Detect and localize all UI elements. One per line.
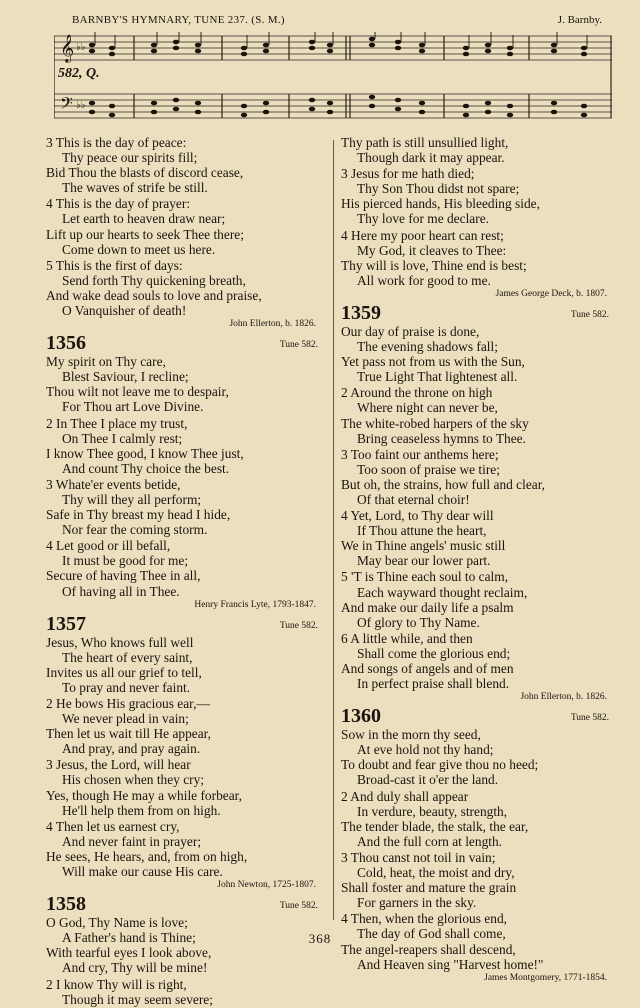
verse-line: O God, Thy Name is love;	[46, 915, 188, 931]
hymn-block	[46, 893, 324, 1007]
svg-text:𝄢: 𝄢	[60, 93, 73, 117]
verse-line: But oh, the strains, how full and clear,	[341, 476, 545, 492]
verse-line: 3 This is the day of peace:	[46, 135, 187, 150]
verse-line: Cold, heat, the moist and dry,	[357, 865, 515, 881]
verse-line: If Thou attune the heart,	[357, 523, 487, 539]
verse-line: Jesus, Who knows full well	[46, 634, 194, 650]
hymn-header	[341, 705, 615, 727]
music-score	[54, 32, 614, 134]
hymn-number: 1357	[46, 612, 86, 635]
verse-line: Safe in Thy breast my head I hide,	[46, 507, 231, 523]
verse-line: Come down to meet us here.	[62, 241, 216, 257]
verse-line: Lift up our hearts to seek Thee there;	[46, 226, 244, 242]
stanza	[341, 228, 615, 288]
hymn-number: 1358	[46, 893, 86, 916]
verse-line: O Vanquisher of death!	[62, 303, 187, 319]
stanza	[46, 354, 324, 414]
page-header	[72, 14, 602, 30]
verse-line: Of having all in Thee.	[62, 583, 180, 599]
author-credit: John Ellerton, b. 1826.	[520, 692, 607, 703]
verse-line: His chosen when they cry;	[62, 772, 205, 788]
page-number: 368	[308, 931, 332, 946]
verse-line: Of that eternal choir!	[357, 491, 470, 507]
verse-line: Thy path is still unsullied light,	[341, 135, 509, 150]
stanza	[341, 447, 615, 507]
verse-line: And pray, and pray again.	[62, 741, 201, 757]
hymn-header	[341, 302, 615, 324]
stanza	[341, 569, 615, 629]
verse-line: Where night can never be,	[357, 400, 498, 416]
verse-line: My spirit on Thy care,	[46, 354, 166, 370]
verse-line: Yet pass not from us with the Sun,	[341, 354, 525, 370]
verse-line: Thou wilt not leave me to despair,	[46, 384, 229, 400]
hymnary-title: BARNBY'S HYMNARY, TUNE 237. (S. M.)	[72, 14, 285, 26]
verse-line: 3 Jesus for me hath died;	[341, 166, 475, 182]
stanza	[341, 850, 615, 910]
hymn-header	[46, 893, 324, 915]
hymn-number: 1356	[46, 332, 86, 355]
verse-line: And the full corn at length.	[357, 833, 503, 849]
svg-text:♭♭: ♭♭	[76, 42, 86, 53]
stanza	[341, 631, 615, 691]
verse-line: Bring ceaseless hymns to Thee.	[357, 430, 526, 446]
author-credit: James Montgomery, 1771-1854.	[484, 972, 607, 983]
stanza	[341, 324, 615, 384]
verse-line: Thy will is love, Thine end is best;	[341, 257, 527, 273]
verse-line: 2 And duly shall appear	[341, 788, 469, 804]
verse-line: He sees, He hears, and, from on high,	[46, 848, 248, 864]
verse-line: 3 Jesus, the Lord, will hear	[46, 757, 191, 773]
author-credit: James George Deck, b. 1807.	[495, 288, 607, 299]
stanza	[341, 789, 615, 849]
stanza	[46, 258, 324, 318]
hymn-header	[46, 332, 324, 354]
verse-line: Though it may seem severe;	[62, 991, 213, 1007]
hymn-block	[46, 332, 324, 611]
verse-line: Shall come the glorious end;	[357, 645, 511, 661]
author-credit: John Ellerton, b. 1826.	[229, 319, 316, 330]
verse-line: 4 Let good or ill befall,	[46, 538, 171, 554]
verse-line: The waves of strife be still.	[62, 180, 208, 196]
tune-reference: Tune 582.	[570, 713, 609, 724]
verse-line: Will make our cause His care.	[62, 864, 223, 880]
verse-line: 2 He bows His gracious ear,—	[46, 696, 210, 711]
verse-line: Send forth Thy quickening breath,	[62, 272, 246, 288]
stanza	[341, 385, 615, 445]
verse-line: And make our daily life a psalm	[341, 599, 514, 615]
author-credit: John Newton, 1725-1807.	[217, 880, 316, 891]
stanza	[46, 196, 324, 256]
verse-line: Of glory to Thy Name.	[357, 614, 480, 630]
verse-line: A Father's hand is Thine;	[62, 930, 196, 946]
verse-line: Let earth to heaven draw near;	[62, 211, 226, 227]
verse-line: With tearful eyes I look above,	[46, 945, 212, 961]
verse-line: All work for good to me.	[357, 272, 491, 288]
tune-reference: Tune 582.	[279, 620, 318, 631]
verse-line: He'll help them from on high.	[62, 802, 221, 818]
verse-line: And wake dead souls to love and praise,	[46, 287, 262, 303]
verse-line: 3 Too faint our anthems here;	[341, 446, 499, 462]
svg-text:♭♭: ♭♭	[76, 100, 86, 111]
verse-line: 4 Yet, Lord, to Thy dear will	[341, 508, 494, 524]
stanza	[46, 757, 324, 817]
hymn-header	[46, 613, 324, 635]
verse-line: Too soon of praise we tire;	[357, 461, 500, 477]
author-credit: Henry Francis Lyte, 1793-1847.	[194, 599, 316, 610]
verse-line: 6 A little while, and then	[341, 630, 473, 646]
verse-line: Thy love for me declare.	[357, 211, 489, 227]
hymn-number: 1360	[341, 705, 381, 728]
verse-line: Though dark it may appear.	[357, 150, 505, 166]
hymn-block	[46, 613, 324, 892]
verse-line: In perfect praise shall blend.	[357, 676, 510, 692]
verse-line: 3 Thou canst not toil in vain;	[341, 849, 496, 865]
hymn-block	[46, 135, 324, 330]
hymn-block	[341, 135, 615, 300]
verse-line: Thy peace our spirits fill;	[62, 150, 198, 166]
verse-line: At eve hold not thy hand;	[357, 742, 494, 758]
stanza	[46, 477, 324, 537]
stanza	[46, 538, 324, 598]
hymn-number: 1359	[341, 301, 381, 324]
verse-line: To pray and never faint.	[62, 679, 191, 695]
verse-line: 4 Then, when the glorious end,	[341, 911, 507, 927]
verse-line: Then let us wait till He appear,	[46, 726, 211, 742]
stanza	[341, 727, 615, 787]
stanza	[46, 416, 324, 476]
verse-line: My God, it cleaves to Thee:	[357, 242, 507, 258]
verse-line: And never faint in prayer;	[62, 833, 202, 849]
svg-text:𝄞: 𝄞	[60, 34, 75, 62]
verse-line: We in Thine angels' music still	[341, 538, 506, 554]
verse-line: I know Thee good, I know Thee just,	[46, 445, 244, 461]
verse-line: Blest Saviour, I recline;	[62, 369, 189, 385]
stanza	[46, 977, 324, 1007]
verse-line: Shall foster and mature the grain	[341, 880, 517, 896]
verse-line: Thy will they all perform;	[62, 491, 202, 507]
verse-line: 2 I know Thy will is right,	[46, 976, 187, 992]
verse-line: Invites us all our grief to tell,	[46, 664, 202, 680]
composer-credit: J. Barnby.	[557, 14, 602, 26]
verse-line: On Thee I calmly rest;	[62, 430, 183, 446]
column-divider	[333, 140, 334, 920]
verse-line: Our day of praise is done,	[341, 323, 480, 339]
verse-line: And Heaven sing "Harvest home!"	[357, 956, 544, 972]
verse-line: The tender blade, the stalk, the ear,	[341, 818, 529, 834]
tune-number-label: 582, Q.	[58, 66, 100, 81]
verse-line: For garners in the sky.	[357, 895, 477, 911]
stanza	[46, 635, 324, 695]
verse-line: 4 This is the day of prayer:	[46, 196, 191, 212]
verse-line: Yes, though He may a while forbear,	[46, 787, 242, 803]
verse-line: 3 Whate'er events betide,	[46, 476, 181, 492]
verse-line: To doubt and fear give thou no heed;	[341, 757, 539, 773]
verse-line: True Light That lightenest all.	[357, 369, 518, 385]
verse-line: The evening shadows fall;	[357, 339, 498, 355]
stanza	[341, 135, 615, 165]
tune-reference: Tune 582.	[570, 309, 609, 320]
stanza	[341, 166, 615, 226]
verse-line: In verdure, beauty, strength,	[357, 803, 508, 819]
stanza	[46, 819, 324, 879]
tune-reference: Tune 582.	[279, 901, 318, 912]
verse-line: His pierced hands, His bleeding side,	[341, 196, 540, 212]
verse-line: Each wayward thought reclaim,	[357, 584, 528, 600]
hymn-block	[341, 302, 615, 703]
verse-line: Nor fear the coming storm.	[62, 522, 208, 538]
tune-reference: Tune 582.	[279, 340, 318, 351]
verse-line: The white-robed harpers of the sky	[341, 415, 529, 431]
stanza	[341, 508, 615, 568]
verse-line: Broad-cast it o'er the land.	[357, 772, 499, 788]
stanza	[46, 696, 324, 756]
verse-line: May bear our lower part.	[357, 553, 491, 569]
verse-line: 2 Around the throne on high	[341, 385, 493, 401]
verse-line: 5 This is the first of days:	[46, 257, 183, 273]
verse-line: And songs of angels and of men	[341, 661, 514, 676]
verse-line: 2 In Thee I place my trust,	[46, 415, 188, 431]
verse-line: We never plead in vain;	[62, 711, 189, 727]
verse-line: Thy Son Thou didst not spare;	[357, 181, 520, 197]
verse-line: Bid Thou the blasts of discord cease,	[46, 165, 244, 181]
verse-line: Sow in the morn thy seed,	[341, 727, 481, 743]
verse-line: For Thou art Love Divine.	[62, 399, 204, 415]
verse-line: And count Thy choice the best.	[62, 460, 230, 476]
stanza	[46, 135, 324, 195]
verse-line: The day of God shall come,	[357, 926, 506, 942]
left-column	[46, 135, 324, 1008]
verse-line: The angel-reapers shall descend,	[341, 941, 516, 957]
verse-line: 4 Here my poor heart can rest;	[341, 227, 504, 243]
verse-line: And cry, Thy will be mine!	[62, 960, 208, 976]
verse-line: Secure of having Thee in all,	[46, 568, 201, 584]
right-column	[341, 135, 615, 986]
verse-line: 5 'T is Thine each soul to calm,	[341, 569, 509, 585]
verse-line: It must be good for me;	[62, 553, 189, 569]
verse-line: The heart of every saint,	[62, 649, 193, 665]
verse-line: 4 Then let us earnest cry,	[46, 818, 180, 834]
